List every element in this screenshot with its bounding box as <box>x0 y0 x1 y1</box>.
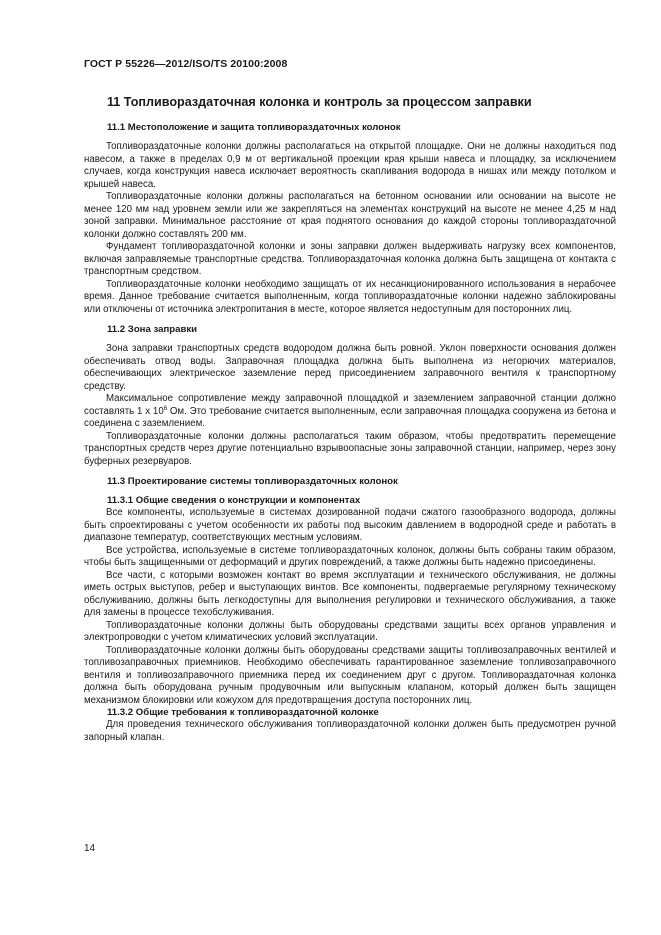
paragraph-text: Ом. Это требование считается выполненным, если заправочная площадка сооружена из бетона и соединена с заземлением. <box>84 405 616 429</box>
paragraph: Топливораздаточные колонки должны быть оборудованы средствами защиты всех органов управления и электропроводки с учетом климатических условий эксплуатации. <box>84 619 616 643</box>
paragraph: Топливораздаточные колонки должны располагаться на открытой площадке. Они не должны находиться под навесом, а также в пределах 0,9 м от вертикальной проекции края крыши навеса и площадку, за исключением случаев, когда конструкция навеса исключает вероятность скапливания водорода в нишах или между потолком и крышей навеса. <box>84 141 616 190</box>
section-11-1-title: 11.1 Местоположение и защита топливораздаточных колонок <box>107 122 401 133</box>
paragraph: Фундамент топливораздаточной колонки и зоны заправки должен выдерживать нагрузку всех компонентов, включая заправляемые транспортные средства. Топливораздаточная колонка должна быть защищена от контакта с транспортным средством. <box>84 241 616 277</box>
paragraph: Для проведения технического обслуживания топливораздаточной колонки должен быть предусмотрен ручной запорный клапан. <box>84 719 616 743</box>
document-page <box>84 58 616 744</box>
paragraph: Топливораздаточные колонки должны быть оборудованы средствами защиты топливозаправочных вентилей и топливозаправочных приемников. Необходимо обеспечивать гарантированное заземление топливозаправочного вентиля и топливозаправочного приемника перед их соединением друг с другом. Топливораздаточная колонка должна быть оборудована ручным продувочным или выпускным клапаном, который должен быть защищен механизмом блокировки или кожухом для предотвращения доступа посторонних лиц. <box>84 644 616 706</box>
paragraph: Все части, с которыми возможен контакт во время эксплуатации и технического обслуживания, не должны иметь острых выступов, ребер и выступающих винтов. Все компоненты, подвергаемые регулярному техническому обслуживанию, должны быть легкодоступны для выполнения регулировки и технического обслуживания, а также для замены в процессе техобслуживания. <box>84 569 616 618</box>
section-11-3-2-title: 11.3.2 Общие требования к топливораздаточной колонке <box>107 707 379 718</box>
section-11-3-1-title: 11.3.1 Общие сведения о конструкции и компонентах <box>107 495 361 506</box>
paragraph-text: Максимальное сопротивление между заправочной площадкой и заземлением заправочной станции должно составлять 1 x 10 <box>84 393 616 417</box>
paragraph: Все устройства, используемые в системе топливораздаточных колонок, должны быть собраны таким образом, чтобы быть защищенными от деформаций и других повреждений, а также должны быть надежно присоединены. <box>84 544 616 568</box>
section-11-title: 11 Топливораздаточная колонка и контроль за процессом заправки <box>107 95 532 109</box>
exponent: 6 <box>163 405 168 412</box>
section-11-2-title: 11.2 Зона заправки <box>107 324 198 335</box>
page-number: 14 <box>84 843 96 854</box>
paragraph: Топливораздаточные колонки необходимо защищать от их несанкционированного использования в нерабочее время. Данное требование считается выполненным, когда топливораздаточные колонки надежно заблокированы или отключены от источника электропитания в месте, которое является недоступным для посторонних лиц. <box>84 278 616 315</box>
paragraph: Топливораздаточные колонки должны располагаться на бетонном основании или основании на высоте не менее 120 мм над уровнем земли или же закрепляться на элементах конструкций на высоте не менее 4,25 м над зоной заправки. Минимальное расстояние от края поднятого основания до каждой стороны топливораздаточной колонки должно составлять 200 мм. <box>84 191 616 240</box>
paragraph: Все компоненты, используемые в системах дозированной подачи сжатого газообразного водорода, должны быть спроектированы с учетом особенности их работы под высоким давлением в водородной среде и работать в диапазоне температур, соответствующих местным условиям. <box>84 507 616 543</box>
standard-code-header: ГОСТ Р 55226—2012/ISO/TS 20100:2008 <box>84 58 288 70</box>
section-11-3-title: 11.3 Проектирование системы топливораздаточных колонок <box>107 476 398 487</box>
paragraph-with-exponent <box>84 393 616 431</box>
paragraph: Зона заправки транспортных средств водородом должна быть ровной. Уклон поверхности основания должен обеспечивать отвод воды. Заправочная площадка должна быть выполнена из негорючих материалов, обеспечивающих электрическое заземление перед присоединением заправочного вентиля к транспортному средству. <box>84 343 616 392</box>
paragraph: Топливораздаточные колонки должны располагаться таким образом, чтобы предотвратить перемещение транспортных средств через другие потенциально взрывоопасные зоны заправочной станции, например, через зону буферных резервуаров. <box>84 430 616 467</box>
